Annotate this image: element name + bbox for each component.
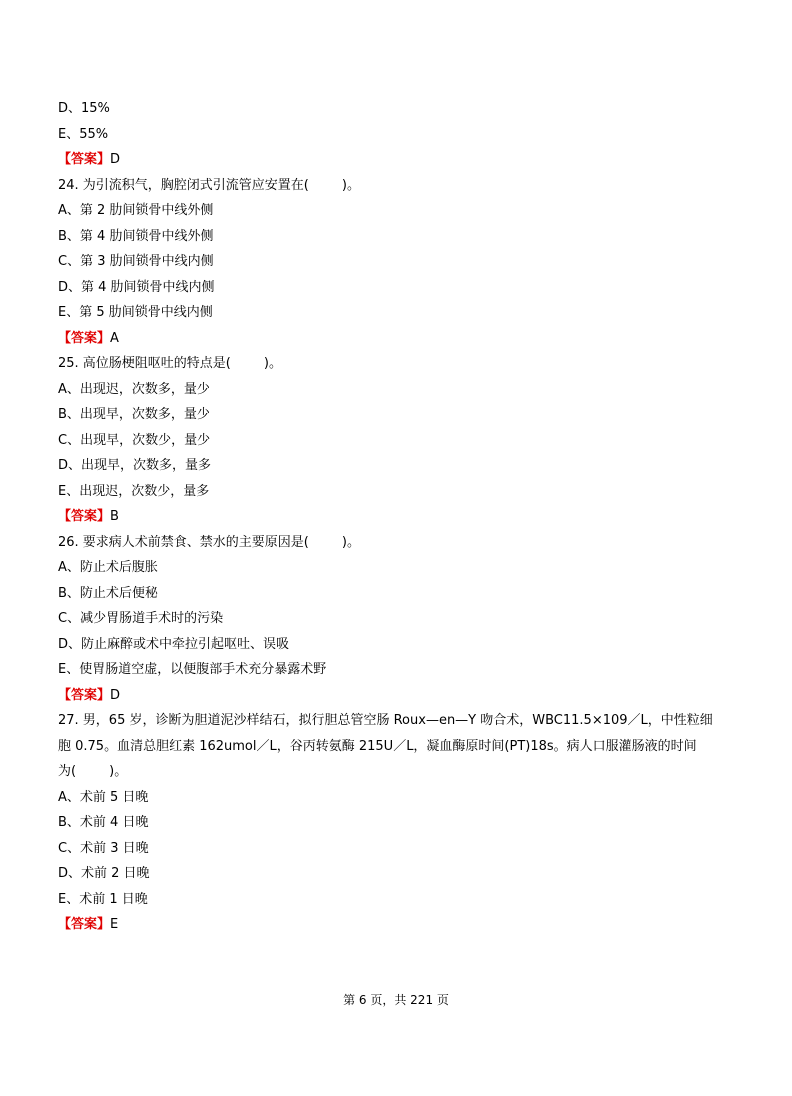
option-text: E、出现迟，次数少，量多	[58, 483, 210, 499]
answer-line	[58, 326, 738, 352]
answer-label: 【答案】	[58, 509, 111, 524]
option-text: C、术前 3 日晚	[58, 840, 149, 856]
option-text: C、出现早，次数少，量少	[58, 432, 211, 448]
option-text: A、防止术后腹胀	[58, 560, 158, 575]
answer-label: 【答案】	[58, 152, 111, 167]
option-text: E、术前 1 日晚	[58, 891, 148, 907]
option-text: C、减少胃肠道手术时的污染	[58, 611, 224, 626]
question-text: 胞 0.75。血清总胆红素 162umol／L，谷丙转氨酶 215U／L，凝血酶原时间(PT)18s。病人口服灌肠液的时间	[58, 738, 697, 754]
question-text: 为( )。	[58, 764, 128, 779]
option-text: C、第 3 肋间锁骨中线内侧	[58, 254, 214, 269]
option-text: D、出现早，次数多，量多	[58, 458, 212, 473]
option-text: D、第 4 肋间锁骨中线内侧	[58, 279, 215, 295]
answer-label: 【答案】	[58, 330, 111, 346]
answer-value: B	[110, 509, 119, 524]
option-text: A、出现迟，次数多，量少	[58, 381, 210, 397]
option-text: B、第 4 肋间锁骨中线外侧	[58, 228, 214, 244]
answer-line	[58, 147, 738, 173]
option-text: A、术前 5 日晚	[58, 789, 149, 805]
option-text: D、防止麻醉或术中牵拉引起呕吐、误吸	[58, 636, 290, 652]
exam-content	[58, 96, 738, 938]
option-text: D、术前 2 日晚	[58, 866, 150, 881]
option-text: E、第 5 肋间锁骨中线内侧	[58, 305, 213, 320]
answer-line	[58, 504, 738, 530]
answer-value: D	[110, 152, 121, 167]
option-text: E、55%	[58, 126, 109, 142]
question-text: 27. 男，65 岁，诊断为胆道泥沙样结石，拟行胆总管空肠 Roux—en—Y 吻合术，WBC11.5×109／L，中性粒细	[58, 713, 713, 728]
answer-label: 【答案】	[58, 687, 111, 703]
answer-value: E	[110, 917, 119, 932]
question-text: 24. 为引流积气，胸腔闭式引流管应安置在( )。	[58, 177, 361, 193]
answer-label: 【答案】	[58, 917, 111, 932]
question-text: 25. 高位肠梗阻呕吐的特点是( )。	[58, 356, 283, 371]
page-footer: 第 6 页，共 221 页	[343, 993, 449, 1007]
option-text: B、防止术后便秘	[58, 585, 158, 601]
answer-line	[58, 912, 738, 938]
question-text: 26. 要求病人术前禁食、禁水的主要原因是( )。	[58, 534, 361, 550]
answer-line	[58, 683, 738, 709]
option-text: B、出现早，次数多，量少	[58, 407, 210, 422]
option-text: D、15%	[58, 101, 110, 116]
answer-value: D	[110, 687, 121, 703]
answer-value: A	[110, 330, 119, 346]
option-text: A、第 2 肋间锁骨中线外侧	[58, 203, 214, 218]
option-text: B、术前 4 日晚	[58, 815, 149, 830]
option-text: E、使胃肠道空虚，以便腹部手术充分暴露术野	[58, 662, 327, 677]
